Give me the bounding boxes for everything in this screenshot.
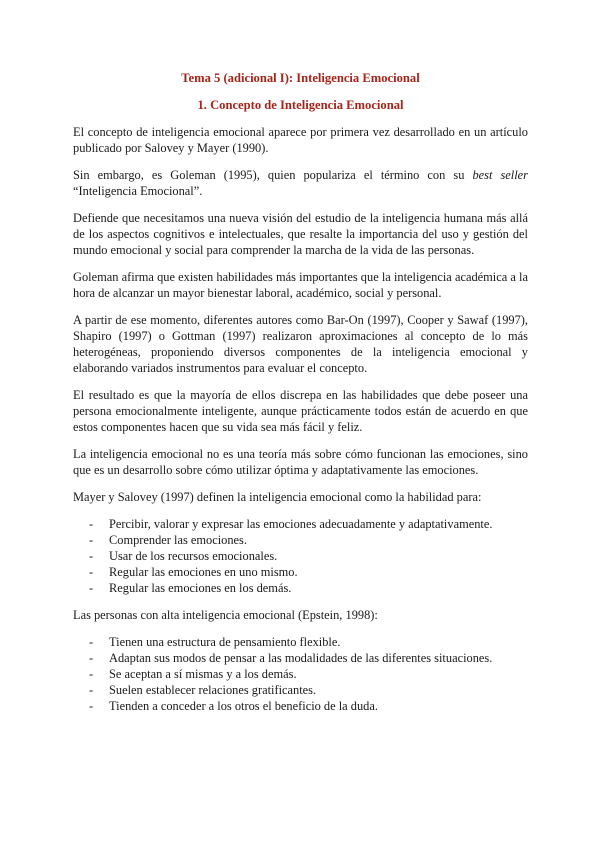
list-item-text: Percibir, valorar y expresar las emociones adecuadamente y adaptativamente.: [109, 517, 493, 531]
paragraph: El resultado es que la mayoría de ellos discrepa en las habilidades que debe poseer una persona emocionalmente inteligente, aunque prácticamente todos están de acuerdo en que estos componentes hacen que su vida sea más fácil y feliz.: [73, 388, 528, 434]
list-item-text: Adaptan sus modos de pensar a las modalidades de las diferentes situaciones.: [109, 651, 493, 665]
list-item: [73, 634, 528, 650]
bullet-dash: -: [89, 565, 94, 579]
list-item-text: Tienen una estructura de pensamiento flexible.: [109, 635, 341, 649]
list-item: [73, 516, 528, 532]
bullet-dash: -: [89, 635, 94, 649]
paragraph: Defiende que necesitamos una nueva visión del estudio de la inteligencia humana más allá de los aspectos cognitivos e intelectuales, que resalte la importancia del uso y gestión del mundo emocional y social para comprender la marcha de la vida de las personas.: [73, 211, 528, 257]
list-item: [73, 548, 528, 564]
list-item: [73, 532, 528, 548]
paragraph: El concepto de inteligencia emocional aparece por primera vez desarrollado en un artículo publicado por Salovey y Mayer (1990).: [73, 125, 528, 155]
list-item: [73, 666, 528, 682]
bullet-dash: -: [89, 517, 94, 531]
paragraph: [73, 167, 528, 199]
bullet-dash: -: [89, 667, 94, 681]
list-item: [73, 564, 528, 580]
document-page: [73, 70, 528, 725]
bullet-dash: -: [89, 533, 94, 547]
paragraph: Goleman afirma que existen habilidades más importantes que la inteligencia académica a la hora de alcanzar un mayor bienestar laboral, académico, social y personal.: [73, 270, 528, 300]
bullet-dash: -: [89, 699, 94, 713]
list-item: [73, 650, 528, 666]
list-item-text: Suelen establecer relaciones gratificantes.: [109, 683, 317, 697]
bullet-dash: -: [89, 549, 94, 563]
list-item: [73, 698, 528, 714]
paragraph: Mayer y Salovey (1997) definen la inteligencia emocional como la habilidad para:: [73, 490, 482, 504]
list-item: [73, 580, 528, 596]
text: “Inteligencia Emocional”.: [73, 184, 203, 198]
list-item-text: Tienden a conceder a los otros el beneficio de la duda.: [109, 699, 378, 713]
traits-list: [73, 634, 528, 714]
bullet-dash: -: [89, 581, 94, 595]
list-item: [73, 682, 528, 698]
list-item-text: Se aceptan a sí mismas y a los demás.: [109, 667, 297, 681]
list-item-text: Comprender las emociones.: [109, 533, 247, 547]
section-heading: 1. Concepto de Inteligencia Emocional: [197, 98, 404, 112]
list-item-text: Regular las emociones en uno mismo.: [109, 565, 298, 579]
bullet-dash: -: [89, 651, 94, 665]
list-item-text: Usar de los recursos emocionales.: [109, 549, 278, 563]
document-title: Tema 5 (adicional I): Inteligencia Emocional: [181, 71, 420, 85]
italic-text: best seller: [472, 168, 528, 182]
bullet-dash: -: [89, 683, 94, 697]
text: Sin embargo, es Goleman (1995), quien populariza el término con su: [73, 168, 473, 182]
paragraph: A partir de ese momento, diferentes autores como Bar-On (1997), Cooper y Sawaf (1997), Shapiro (1997) o Gottman (1997) realizaron aproximaciones al concepto de lo más heterogéneas, proponiendo diversos componentes de la inteligencia emocional y elaborando variados instrumentos para evaluar el concepto.: [73, 313, 528, 375]
list-item-text: Regular las emociones en los demás.: [109, 581, 292, 595]
abilities-list: [73, 516, 528, 596]
paragraph: Las personas con alta inteligencia emocional (Epstein, 1998):: [73, 608, 378, 622]
paragraph: La inteligencia emocional no es una teoría más sobre cómo funcionan las emociones, sino que es un desarrollo sobre cómo utilizar óptima y adaptativamente las emociones.: [73, 447, 528, 477]
